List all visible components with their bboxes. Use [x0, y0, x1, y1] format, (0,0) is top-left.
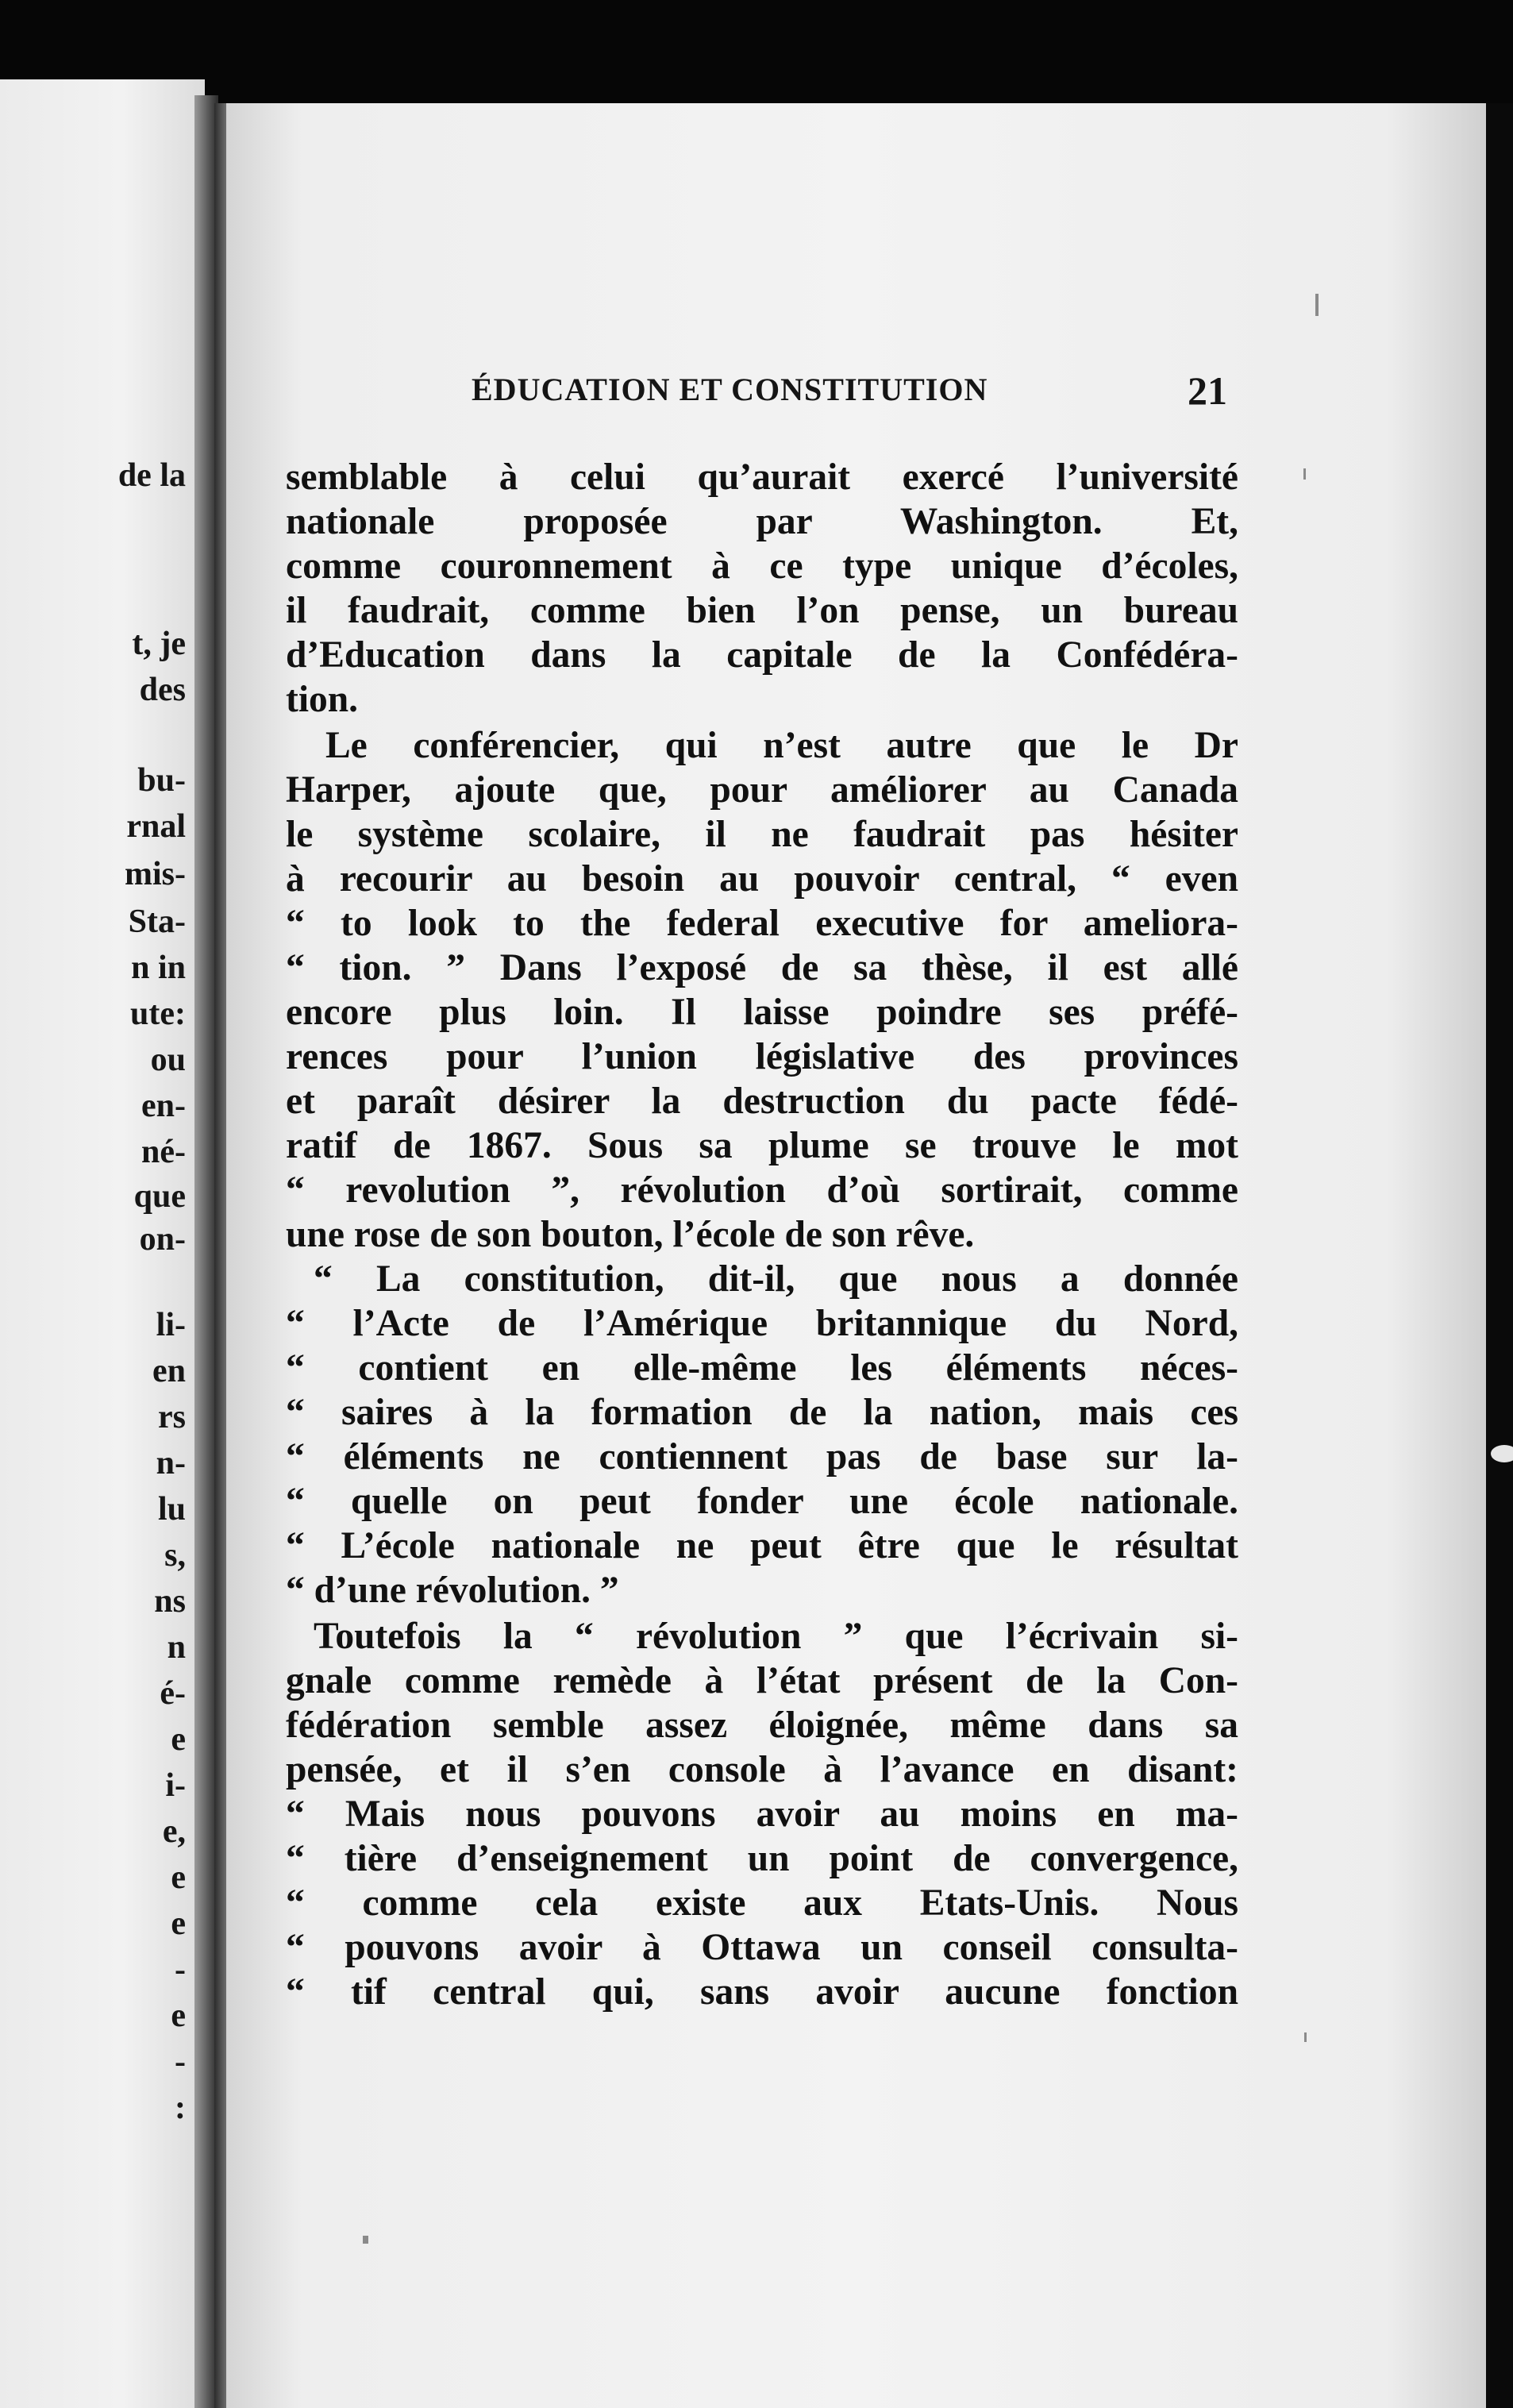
text-line: et paraît désirer la destruction du pacte fédé-	[286, 1081, 1238, 1122]
left-page-line: on-	[139, 1221, 186, 1258]
left-page-line: ns	[154, 1583, 186, 1620]
left-page-line: mis-	[125, 856, 186, 892]
left-page-line: rs	[158, 1399, 186, 1435]
running-title: ÉDUCATION ET CONSTITUTION	[472, 372, 988, 407]
text-line: “ Mais nous pouvons avoir au moins en ma-	[286, 1793, 1238, 1835]
text-line: Harper, ajoute que, pour améliorer au Canada	[286, 769, 1238, 811]
text-line: nationale proposée par Washington. Et,	[286, 501, 1238, 542]
left-page-line: de la	[117, 457, 186, 494]
text-line: “ tière d’enseignement un point de convergence,	[286, 1838, 1238, 1879]
text-line: tion.	[286, 679, 359, 720]
text-line: une rose de son bouton, l’école de son rêve.	[286, 1214, 975, 1255]
scan-speck	[1315, 294, 1319, 316]
left-page-line: li-	[156, 1307, 186, 1343]
left-page-line: e	[171, 1721, 186, 1758]
scan-speck	[1304, 2032, 1307, 2042]
text-line: “ l’Acte de l’Amérique britannique du Nord,	[286, 1303, 1238, 1344]
left-page-line: t, je	[132, 626, 186, 662]
left-page-line: é-	[160, 1675, 186, 1712]
right-scan-border	[1486, 103, 1513, 2408]
left-page-fragment	[0, 79, 205, 2408]
text-line: “ saires à la formation de la nation, mais ces	[286, 1392, 1238, 1433]
text-line: il faudrait, comme bien l’on pense, un bureau	[286, 590, 1238, 631]
text-line-indent: Le conférencier, qui n’est autre que le Dr	[325, 725, 1238, 766]
text-line: “ d’une révolution. ”	[286, 1570, 619, 1611]
text-line: comme couronnement à ce type unique d’écoles,	[286, 545, 1238, 587]
left-page-line: en	[152, 1353, 186, 1389]
left-page-line: e,	[162, 1813, 186, 1850]
text-line: fédération semble assez éloignée, même dans sa	[286, 1705, 1238, 1746]
text-line: “ L’école nationale ne peut être que le résultat	[286, 1525, 1238, 1566]
left-page-line: que	[133, 1178, 186, 1215]
left-page-line: e	[171, 1905, 186, 1942]
left-page-line: lu	[157, 1491, 186, 1528]
left-page-line: Sta-	[128, 903, 186, 940]
text-line: ratif de 1867. Sous sa plume se trouve le mot	[286, 1125, 1238, 1166]
text-line: “ tif central qui, sans avoir aucune fonction	[286, 1971, 1238, 2013]
text-line: à recourir au besoin au pouvoir central, “ even	[286, 858, 1238, 900]
left-page-line: -	[175, 2044, 186, 2080]
page-number: 21	[1188, 368, 1227, 413]
text-line: d’Education dans la capitale de la Confédéra-	[286, 634, 1238, 676]
scan-speck	[363, 2236, 368, 2244]
text-line: “ pouvons avoir à Ottawa un conseil consulta-	[286, 1927, 1238, 1968]
left-page-line: i-	[165, 1767, 186, 1804]
text-line: gnale comme remède à l’état présent de la Con-	[286, 1660, 1238, 1701]
text-line-indent: “ La constitution, dit-il, que nous a donnée	[314, 1258, 1238, 1300]
left-page-line: n	[167, 1629, 186, 1666]
text-line: “ tion. ” Dans l’exposé de sa thèse, il est allé	[286, 947, 1238, 988]
text-line: encore plus loin. Il laisse poindre ses préfé-	[286, 992, 1238, 1033]
text-line: le système scolaire, il ne faudrait pas hésiter	[286, 814, 1238, 855]
left-page-line: des	[139, 672, 186, 708]
left-page-line: s,	[164, 1537, 186, 1574]
left-page-line: en-	[141, 1088, 186, 1124]
left-page-line: e	[171, 1998, 186, 2034]
text-line: “ quelle on peut fonder une école nationale.	[286, 1481, 1238, 1522]
left-page-line: :	[175, 2090, 186, 2126]
text-line: “ revolution ”, révolution d’où sortirait, comme	[286, 1169, 1238, 1211]
left-page-line: ute:	[130, 996, 186, 1032]
text-line: “ comme cela existe aux Etats-Unis. Nous	[286, 1882, 1238, 1924]
running-head	[472, 368, 1273, 418]
edge-blot	[1491, 1445, 1513, 1462]
left-page-line: n-	[156, 1445, 186, 1481]
left-page-line: n in	[131, 950, 186, 986]
left-page-line: e	[171, 1859, 186, 1896]
left-page-line: né-	[141, 1134, 186, 1170]
text-line: “ éléments ne contiennent pas de base sur la-	[286, 1436, 1238, 1478]
text-line: rences pour l’union législative des provinces	[286, 1036, 1238, 1077]
text-line: “ to look to the federal executive for ameliora-	[286, 903, 1238, 944]
text-line: semblable à celui qu’aurait exercé l’université	[286, 457, 1238, 498]
left-page-line: -	[175, 1951, 186, 1988]
scan-speck	[1303, 468, 1306, 480]
left-page-line: bu-	[137, 762, 186, 799]
right-page	[226, 103, 1488, 2408]
left-page-line: rnal	[126, 808, 186, 845]
text-line: pensée, et il s’en console à l’avance en disant:	[286, 1749, 1238, 1790]
text-line: “ contient en elle-même les éléments néces-	[286, 1347, 1238, 1389]
left-page-line: ou	[150, 1042, 186, 1078]
text-line-indent: Toutefois la “ révolution ” que l’écrivain si-	[314, 1616, 1238, 1657]
